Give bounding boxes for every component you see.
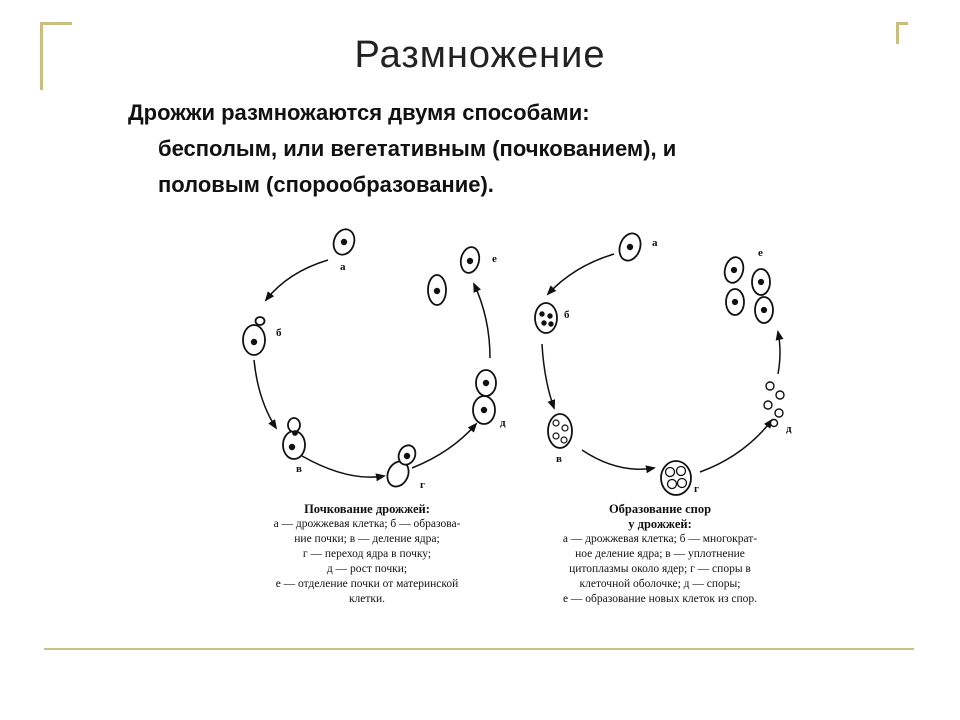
sporulation-caption-line: ное деление ядра; в — уплотнение [575, 548, 745, 560]
label-budding-g: г [420, 479, 425, 491]
intro-line-2: бесполым, или вегетативным (почкованием), и [158, 136, 677, 161]
spore-cell-b [535, 303, 557, 333]
label-spore-b: б [564, 309, 570, 321]
arrow-spore-a-to-b [548, 254, 614, 294]
new-cell-e4 [755, 297, 773, 323]
arrow-spore-g-to-d [700, 420, 772, 472]
corner-decoration-top-left-h [40, 22, 72, 25]
arrow-a-to-b [266, 260, 328, 300]
yeast-cell-e1 [428, 275, 446, 305]
slide-title: Размножение [354, 34, 606, 76]
spore-cell-a [616, 230, 644, 263]
yeast-cell-a [330, 226, 358, 257]
spore-cell-v [548, 414, 572, 448]
sporulation-caption-line: клеточной оболочке; д — споры; [579, 578, 741, 590]
budding-caption-line: г — переход ядра в почку; [302, 548, 432, 560]
bottom-divider [44, 648, 914, 650]
intro-line-3: половым (спорообразование). [158, 172, 494, 197]
label-budding-a: а [340, 261, 346, 273]
spore-cell-g [661, 461, 691, 495]
new-cell-e1 [722, 255, 746, 285]
free-spores-d [764, 382, 784, 427]
sporulation-caption-heading-2: у дрожжей: [628, 517, 692, 531]
new-cell-e3 [726, 289, 744, 315]
yeast-cell-d [473, 370, 496, 424]
budding-caption-line: ние почки; в — деление ядра; [294, 533, 440, 545]
budding-caption-line: е — отделение почки от материнской [275, 578, 459, 590]
arrow-spore-d-to-e [778, 332, 780, 374]
reproduction-diagram [230, 220, 830, 640]
yeast-cell-b [243, 317, 265, 355]
sporulation-caption-line: цитоплазмы около ядер; г — споры в [569, 563, 751, 575]
label-spore-g: г [694, 483, 699, 495]
label-budding-v: в [296, 463, 302, 475]
arrow-spore-b-to-v [542, 344, 554, 408]
yeast-cell-e2 [458, 245, 481, 274]
arrow-d-to-e [474, 284, 490, 358]
budding-caption-line: а — дрожжевая клетка; б — образова- [273, 518, 461, 530]
label-spore-v: в [556, 453, 562, 465]
intro-line-1: Дрожжи размножаются двумя способами: [128, 100, 590, 125]
sporulation-caption-line: а — дрожжевая клетка; б — многократ- [562, 533, 758, 545]
label-spore-d: д [786, 423, 792, 435]
intro-text [128, 95, 848, 203]
yeast-cell-g [383, 443, 418, 490]
label-spore-e: е [758, 247, 763, 259]
budding-caption-heading: Почкование дрожжей: [304, 502, 430, 516]
budding-caption-line: клетки. [348, 593, 386, 605]
sporulation-caption [518, 502, 802, 607]
new-cell-e2 [752, 269, 770, 295]
label-budding-d: д [500, 417, 506, 429]
budding-caption-line: д — рост почки; [326, 563, 408, 575]
arrow-v-to-g [302, 456, 384, 477]
label-budding-e: е [492, 253, 497, 265]
arrow-b-to-v [254, 360, 276, 428]
sporulation-caption-heading-1: Образование спор [608, 502, 712, 516]
label-spore-a: а [652, 237, 658, 249]
sporulation-caption-line: е — образование новых клеток из спор. [562, 593, 758, 605]
arrow-spore-v-to-g [582, 450, 654, 469]
arrow-g-to-d [412, 424, 476, 468]
label-budding-b: б [276, 327, 282, 339]
budding-caption [232, 502, 502, 607]
yeast-cell-v [283, 418, 305, 459]
